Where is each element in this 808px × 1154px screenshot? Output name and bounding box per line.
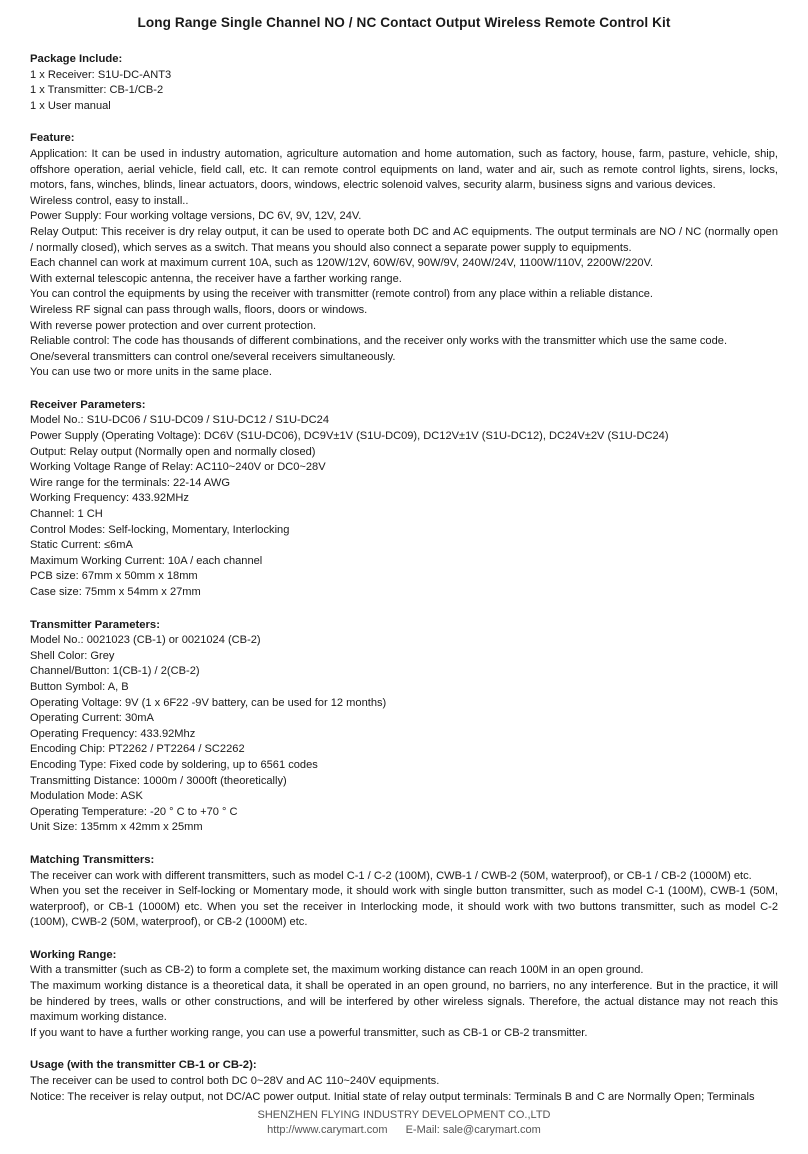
section-line: Reliable control: The code has thousands of different combinations, and the receiver only works with the transmitter which use the same code. (30, 335, 728, 348)
page-footer (0, 1108, 808, 1138)
section-heading: Transmitter Parameters: (30, 618, 160, 631)
section-feature (30, 131, 778, 381)
section-line: Power Supply (Operating Voltage): DC6V (S1U-DC06), DC9V±1V (S1U-DC09), DC12V±1V (S1U-DC12), DC24V±2V (S1U-DC24) (30, 430, 669, 443)
section-line: Transmitting Distance: 1000m / 3000ft (theoretically) (30, 774, 287, 787)
section-line: Modulation Mode: ASK (30, 790, 143, 803)
footer-email: E-Mail: sale@carymart.com (405, 1124, 541, 1136)
section-line: Operating Current: 30mA (30, 712, 154, 725)
section-heading: Package Include: (30, 53, 123, 65)
document-title: Long Range Single Channel NO / NC Contact Output Wireless Remote Control Kit (137, 15, 671, 30)
section-line: Wireless control, easy to install.. (30, 194, 189, 207)
section-line: The receiver can be used to control both DC 0~28V and AC 110~240V equipments. (30, 1075, 440, 1088)
section-line: Output: Relay output (Normally open and normally closed) (30, 445, 316, 458)
section-heading: Usage (with the transmitter CB-1 or CB-2): (30, 1059, 257, 1072)
section-line: Case size: 75mm x 54mm x 27mm (30, 586, 201, 598)
section-line: Notice: The receiver is relay output, not DC/AC power output. Initial state of relay output terminals: Terminals B and C are Normally Open; Terminals (30, 1090, 755, 1103)
section-line: 1 x User manual (30, 99, 111, 112)
section-line: PCB size: 67mm x 50mm x 18mm (30, 570, 198, 583)
section-line: Static Current: ≤6mA (30, 539, 133, 552)
section-line: Maximum Working Current: 10A / each channel (30, 554, 263, 567)
footer-website-link[interactable]: http://www.carymart.com (267, 1124, 388, 1136)
section-line: When you set the receiver in Self-locking or Momentary mode, it should work with single button transmitter, such as model C-1 (100M), CWB-1 (50M, waterproof), or CB-1 (1000M) etc. When you set the receiver in Interlocking mode, it should work with two buttons transmitter, such as model C-2 (100M), CWB-2 (50M, waterproof), or CB-2 (1000M) etc. (30, 885, 778, 929)
section-line: Channel/Button: 1(CB-1) / 2(CB-2) (30, 665, 200, 678)
document-page (30, 0, 778, 1105)
section-line: Model No.: 0021023 (CB-1) or 0021024 (CB-2) (30, 634, 261, 647)
section-transmitter-parameters (30, 618, 778, 836)
section-working-range (30, 948, 778, 1042)
section-line: Wire range for the terminals: 22-14 AWG (30, 476, 230, 489)
section-receiver-parameters (30, 398, 778, 601)
section-line: Wireless RF signal can pass through walls, floors, doors or windows. (30, 303, 368, 316)
section-matching-transmitters (30, 853, 778, 931)
section-line: Encoding Chip: PT2262 / PT2264 / SC2262 (30, 743, 245, 756)
section-line: The maximum working distance is a theoretical data, it shall be operated in an open ground, no barriers, no any interference. But in the practice, it will be hindered by trees, walls or other constructions, and will be interfered by other wireless signals. Therefore, the actual distance may not reach this maximum working distance. (30, 980, 778, 1024)
section-line: Control Modes: Self-locking, Momentary, Interlocking (30, 523, 290, 536)
section-line: The receiver can work with different transmitters, such as model C-1 / C-2 (100M), CWB-1 / CWB-2 (50M, waterproof), or CB-1 / CB-2 (1000M) etc. (30, 869, 752, 882)
section-heading: Matching Transmitters: (30, 853, 155, 866)
section-line: Each channel can work at maximum current 10A, such as 120W/12V, 60W/6V, 90W/9V, 240W/24V, 1100W/110V, 2200W/220V. (30, 257, 654, 270)
section-heading: Feature: (30, 132, 75, 145)
section-line: Unit Size: 135mm x 42mm x 25mm (30, 821, 203, 834)
section-heading: Working Range: (30, 948, 117, 961)
section-line: One/several transmitters can control one/several receivers simultaneously. (30, 350, 396, 363)
section-line: 1 x Transmitter: CB-1/CB-2 (30, 84, 164, 97)
document-body (30, 52, 778, 1105)
section-line: You can control the equipments by using the receiver with transmitter (remote control) from any place within a reliable distance. (30, 288, 653, 301)
section-line: Channel: 1 CH (30, 508, 103, 521)
section-line: Model No.: S1U-DC06 / S1U-DC09 / S1U-DC12 / S1U-DC24 (30, 414, 330, 427)
section-line: Shell Color: Grey (30, 649, 115, 662)
footer-company: SHENZHEN FLYING INDUSTRY DEVELOPMENT CO.,LTD (257, 1109, 551, 1121)
section-package-include (30, 52, 778, 114)
section-line: You can use two or more units in the same place. (30, 366, 272, 379)
section-line: If you want to have a further working range, you can use a powerful transmitter, such as CB-1 or CB-2 transmitter. (30, 1026, 588, 1039)
section-line: Operating Voltage: 9V (1 x 6F22 -9V battery, can be used for 12 months) (30, 696, 387, 709)
section-line: Relay Output: This receiver is dry relay output, it can be used to operate both DC and AC equipments. The output terminals are NO / NC (normally open / normally closed), which serves as a switch. That means you should also connect a separate power supply to equipments. (30, 225, 778, 254)
section-line: Working Frequency: 433.92MHz (30, 492, 189, 505)
section-line: Encoding Type: Fixed code by soldering, up to 6561 codes (30, 758, 318, 771)
section-line: Button Symbol: A, B (30, 680, 129, 693)
section-heading: Receiver Parameters: (30, 398, 146, 411)
section-usage-with-the-transmitter-cb-1-or-cb-2 (30, 1058, 778, 1105)
section-line: With a transmitter (such as CB-2) to form a complete set, the maximum working distance can reach 100M in an open ground. (30, 964, 644, 977)
section-line: With reverse power protection and over current protection. (30, 319, 317, 332)
section-line: Power Supply: Four working voltage versions, DC 6V, 9V, 12V, 24V. (30, 210, 362, 223)
section-line: Operating Temperature: -20 ° C to +70 ° C (30, 805, 238, 818)
section-line: 1 x Receiver: S1U-DC-ANT3 (30, 68, 172, 81)
section-line: With external telescopic antenna, the receiver have a farther working range. (30, 272, 402, 285)
section-line: Operating Frequency: 433.92Mhz (30, 727, 196, 740)
section-line: Working Voltage Range of Relay: AC110~240V or DC0~28V (30, 461, 326, 474)
section-line: Application: It can be used in industry automation, agriculture automation and home automation, such as factory, house, farm, pasture, vehicle, ship, offshore operation, aerial vehicle, field call, etc. It can remote control equipments on land, water and air, such as remote control lights, sirens, locks, motors, fans, winches, blinds, linear actuators, doors, windows, electric solenoid valves, security alarm, business signs and various devices. (30, 147, 778, 192)
footer-contact (0, 1123, 808, 1138)
